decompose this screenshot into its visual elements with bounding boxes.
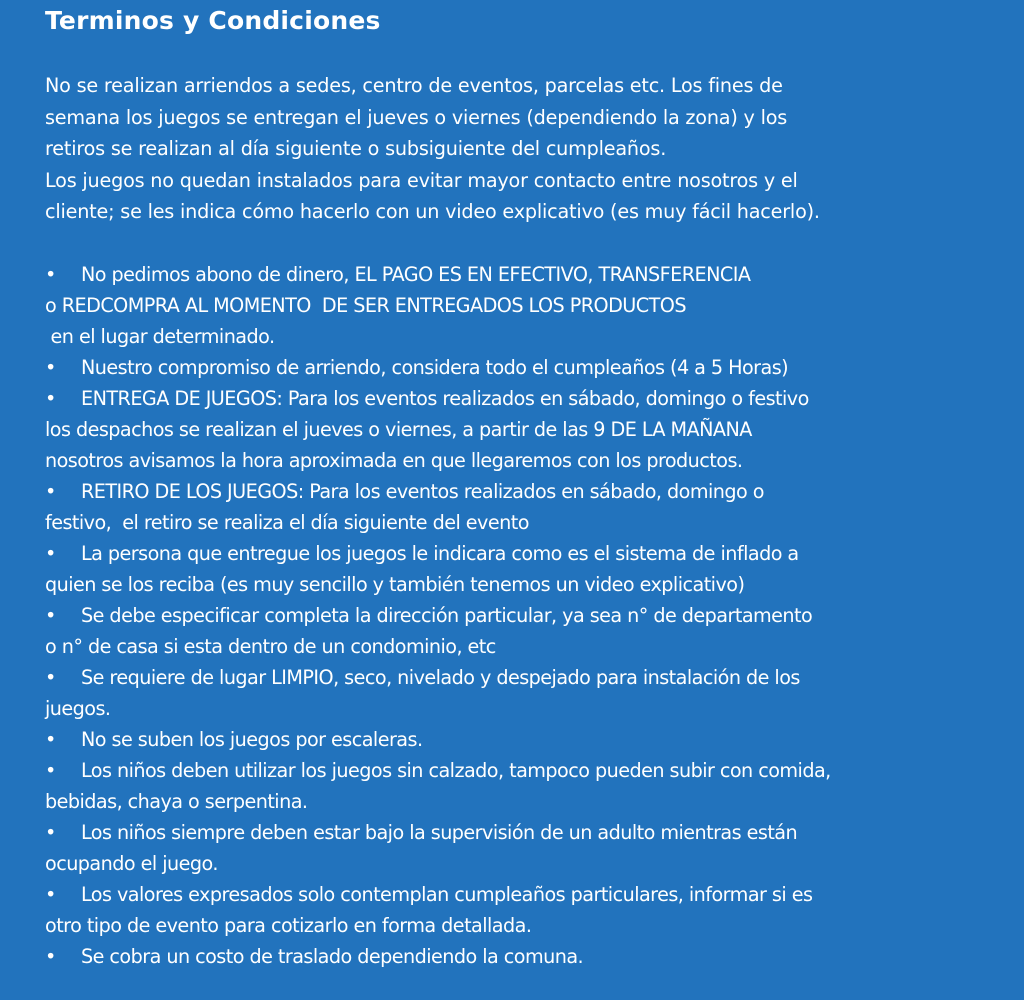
term-item: [45, 941, 1020, 972]
term-item: [45, 383, 1020, 476]
term-text: los despachos se realizan el jueves o viernes, a partir de las 9 DE LA MAÑANA: [45, 418, 752, 441]
term-line: [45, 786, 1020, 817]
bullet-icon: •: [45, 542, 56, 565]
term-item: [45, 755, 1020, 817]
term-item: [45, 879, 1020, 941]
term-text: festivo, el retiro se realiza el día siguiente del evento: [45, 511, 529, 534]
bullet-icon: •: [45, 821, 56, 844]
intro-paragraph: [45, 70, 1005, 228]
term-item: [45, 259, 1020, 352]
page-title: Terminos y Condiciones: [45, 6, 381, 35]
term-item: [45, 538, 1020, 600]
term-text: en el lugar determinado.: [45, 325, 275, 348]
term-line: [45, 755, 1020, 786]
term-text: Los niños deben utilizar los juegos sin calzado, tampoco pueden subir con comida,: [81, 759, 831, 782]
term-line: [45, 414, 1020, 445]
intro-line: retiros se realizan al día siguiente o subsiguiente del cumpleaños.: [45, 137, 667, 160]
term-item: [45, 600, 1020, 662]
term-line: [45, 693, 1020, 724]
term-line: [45, 631, 1020, 662]
term-text: o REDCOMPRA AL MOMENTO DE SER ENTREGADOS LOS PRODUCTOS: [45, 294, 686, 317]
term-item: [45, 352, 1020, 383]
terms-list: [45, 259, 1020, 972]
term-text: Nuestro compromiso de arriendo, considera todo el cumpleaños (4 a 5 Horas): [81, 356, 789, 379]
term-line: [45, 724, 1020, 755]
term-item: [45, 662, 1020, 724]
term-line: [45, 352, 1020, 383]
term-text: No pedimos abono de dinero, EL PAGO ES EN EFECTIVO, TRANSFERENCIA: [81, 263, 751, 286]
term-line: [45, 662, 1020, 693]
term-line: [45, 290, 1020, 321]
intro-line: No se realizan arriendos a sedes, centro de eventos, parcelas etc. Los fines de: [45, 74, 783, 97]
term-text: otro tipo de evento para cotizarlo en forma detallada.: [45, 914, 532, 937]
bullet-icon: •: [45, 945, 56, 968]
term-text: Los niños siempre deben estar bajo la supervisión de un adulto mientras están: [81, 821, 798, 844]
bullet-icon: •: [45, 356, 56, 379]
term-text: La persona que entregue los juegos le indicara como es el sistema de inflado a: [81, 542, 799, 565]
bullet-icon: •: [45, 480, 56, 503]
term-line: [45, 383, 1020, 414]
term-text: Los valores expresados solo contemplan cumpleaños particulares, informar si es: [81, 883, 813, 906]
term-item: [45, 476, 1020, 538]
term-item: [45, 817, 1020, 879]
bullet-icon: •: [45, 263, 56, 286]
term-line: [45, 879, 1020, 910]
term-text: nosotros avisamos la hora aproximada en que llegaremos con los productos.: [45, 449, 743, 472]
term-text: No se suben los juegos por escaleras.: [81, 728, 423, 751]
term-line: [45, 600, 1020, 631]
bullet-icon: •: [45, 883, 56, 906]
term-line: [45, 941, 1020, 972]
term-text: RETIRO DE LOS JUEGOS: Para los eventos realizados en sábado, domingo o: [81, 480, 764, 503]
term-text: Se cobra un costo de traslado dependiendo la comuna.: [81, 945, 584, 968]
bullet-icon: •: [45, 728, 56, 751]
intro-line: cliente; se les indica cómo hacerlo con un video explicativo (es muy fácil hacerlo).: [45, 200, 820, 223]
term-line: [45, 848, 1020, 879]
bullet-icon: •: [45, 387, 56, 410]
term-text: bebidas, chaya o serpentina.: [45, 790, 308, 813]
term-item: [45, 724, 1020, 755]
term-text: Se debe especificar completa la dirección particular, ya sea n° de departamento: [81, 604, 813, 627]
term-line: [45, 445, 1020, 476]
intro-line: Los juegos no quedan instalados para evitar mayor contacto entre nosotros y el: [45, 168, 798, 192]
term-line: [45, 910, 1020, 941]
term-line: [45, 569, 1020, 600]
term-line: [45, 321, 1020, 352]
term-line: [45, 538, 1020, 569]
bullet-icon: •: [45, 759, 56, 782]
term-text: ENTREGA DE JUEGOS: Para los eventos realizados en sábado, domingo o festivo: [81, 387, 809, 410]
term-line: [45, 817, 1020, 848]
bullet-icon: •: [45, 666, 56, 689]
term-text: quien se los reciba (es muy sencillo y también tenemos un video explicativo): [45, 573, 745, 596]
term-line: [45, 507, 1020, 538]
term-text: ocupando el juego.: [45, 852, 218, 875]
bullet-icon: •: [45, 604, 56, 627]
term-line: [45, 476, 1020, 507]
intro-line: semana los juegos se entregan el jueves o viernes (dependiendo la zona) y los: [45, 105, 788, 129]
term-line: [45, 259, 1020, 290]
term-text: juegos.: [45, 697, 111, 720]
term-text: Se requiere de lugar LIMPIO, seco, nivelado y despejado para instalación de los: [81, 666, 800, 689]
term-text: o n° de casa si esta dentro de un condominio, etc: [45, 635, 496, 658]
